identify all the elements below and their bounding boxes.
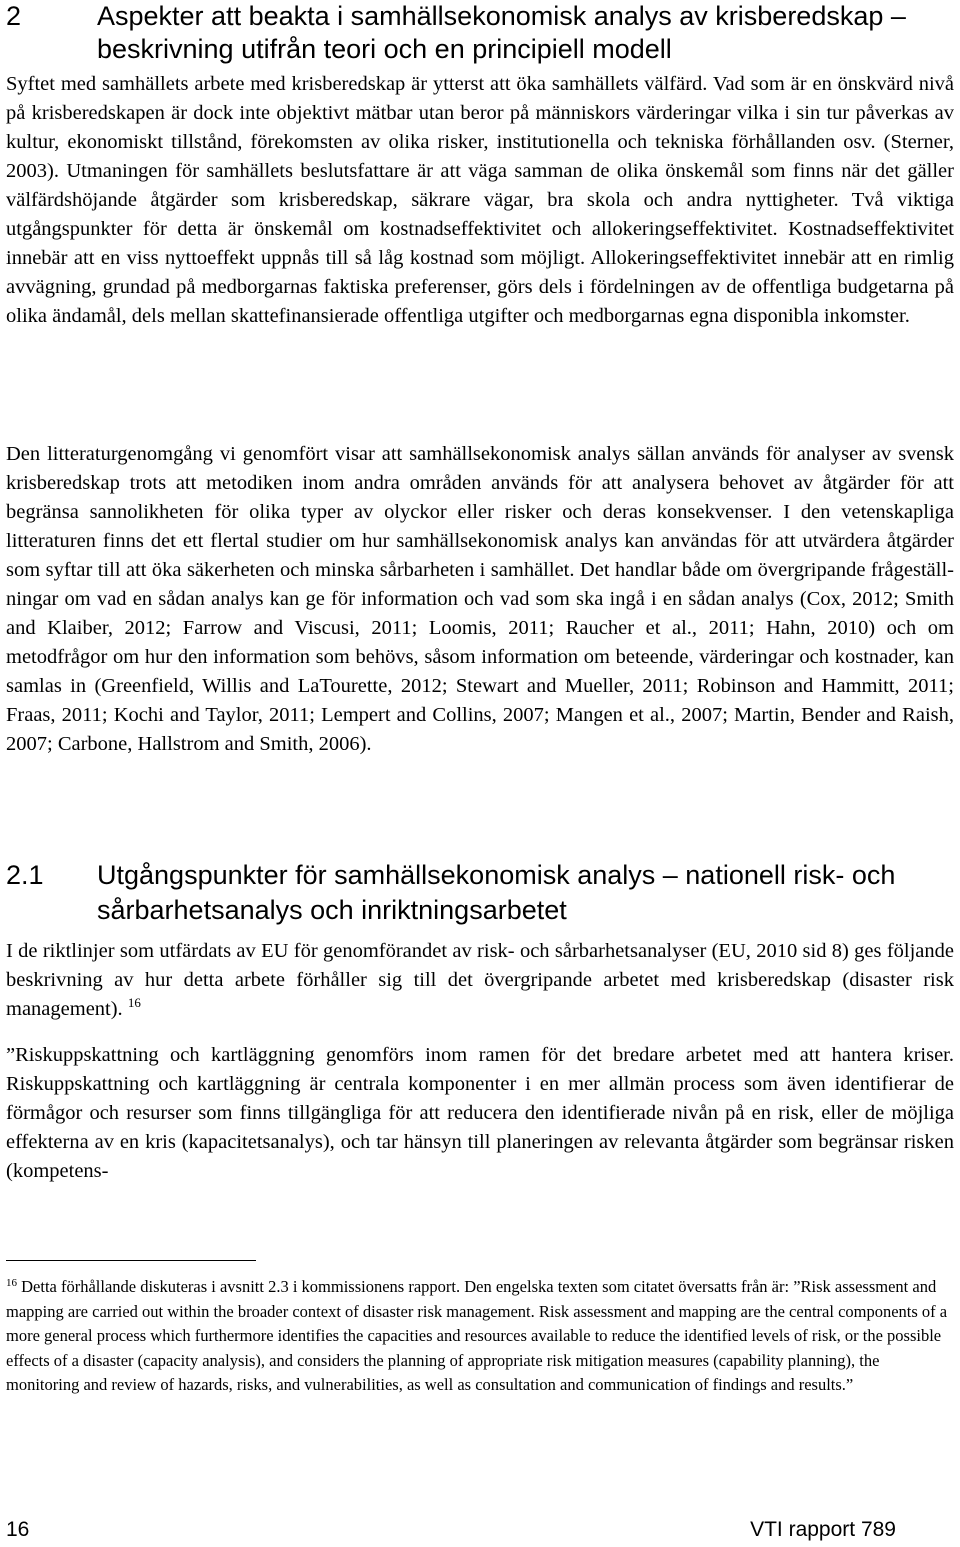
page-footer bbox=[6, 1518, 896, 1546]
paragraph-eu-guidelines-text: I de riktlinjer som utfärdats av EU för genomförandet av risk- och sårbarhetsanalyser (EU, 2010 sid 8) ges följande beskrivning av hur detta arbete förhåller sig till det övergripande arbetet med krisberedskap (disaster risk management). bbox=[6, 940, 954, 1020]
quote-paragraph: ”Riskuppskattning och kartläggning genomförs inom ramen för det bredare arbetet med att hantera kriser. Riskuppskattning och kartläggning är centrala komponenter i en mer allmän process som även identifierar de förmågor och resurser som finns tillgängliga för att reducera den identifierade nivån på en risk, eller de möjliga effekterna av en kris (kapacitetsanalys), och tar hänsyn till planeringen av relevanta åtgärder som begränsar risken (kompetens- bbox=[6, 1044, 954, 1182]
page-number: 16 bbox=[6, 1518, 30, 1541]
subsection-number: 2.1 bbox=[6, 860, 44, 890]
subsection-title: Utgångspunkter för samhällsekonomisk analys – nationell risk- och sårbarhetsanalys och inriktningsarbetet bbox=[97, 860, 896, 925]
paragraph-eu-guidelines bbox=[6, 937, 954, 1024]
footnote-text: Detta förhållande diskuteras i avsnitt 2.3 i kommissionens rapport. Den engelska texten som citatet översatts från är: ”Risk assessment and mapping are carried out within the broader context of disaster risk management. Risk assessment and mapping are the central components of a more general process which furthermore identifies the capacities and resources available to reduce the identified levels of risk, or the possible effects of a disaster (capacity analysis), and considers the planning of appropriate risk mitigation measures (capability planning), the monitoring and review of hazards, risks, and vulnerabilities, as well as consultation and communication of findings and results.” bbox=[6, 1277, 948, 1394]
footnote-marker: 16 bbox=[6, 1277, 17, 1289]
footnote-divider bbox=[6, 1260, 256, 1261]
paragraph-literature-review: Den litteraturgenomgång vi genomfört visar att samhällsekonomisk analys sällan används för analyser av svensk krisberedskap trots att metodiken inom andra områden används för att analysera behovet av åtgärder för att begränsa sannolikheten för olika typer av olyckor eller risker och deras konsekvenser. I den vetenskapliga litteraturen finns det ett flertal studier om hur samhällsekonomisk analys kan användas för att utvärdera åtgärder som syftar till att öka säkerheten och minska sårbarheten i samhället. Det handlar både om övergripande frågeställningar om vad en sådan analys kan ge för information och vad som ska ingå i en sådan analys (Cox, 2012; Smith and Klaiber, 2012; Farrow and Viscusi, 2011; Loomis, 2011; Raucher et al., 2011; Hahn, 2010) och om metodfrågor om hur den information som behövs, såsom information om beteende, värderingar och kostnader, kan samlas in (Greenfield, Willis and LaTourette, 2012; Stewart and Mueller, 2011; Robinson and Hammitt, 2011; Fraas, 2011; Kochi and Taylor, 2011; Lempert and Collins, 2007; Mangen et al., 2007; Martin, Bender and Raish, 2007; Carbone, Hallstrom and Smith, 2006). bbox=[6, 443, 954, 755]
footnote bbox=[6, 1275, 954, 1398]
footnote-reference[interactable]: 16 bbox=[127, 995, 141, 1010]
report-name: VTI rapport 789 bbox=[750, 1518, 896, 1541]
section-number: 2 bbox=[6, 1, 22, 31]
section-heading bbox=[6, 0, 956, 66]
paragraph-intro: Syftet med samhällets arbete med krisberedskap är ytterst att öka samhällets välfärd. Vad som är en önskvärd nivå på krisberedskapen är dock inte objektivt mätbar utan beror på människors värderingar vilka i sin tur påverkas av kultur, ekonomiskt tillstånd, förekomsten av olika risker, institutionella och tekniska förhållanden osv. (Sterner, 2003). Utmaningen för samhällets beslutsfattare är att väga samman de olika önskemål som finns när det gäller välfärdshöjande åtgärder som krisberedskap, säkrare vägar, bra skola och andra nyttigheter. Två viktiga utgångspunkter för detta är önskemål om kostnadseffektivitet och allokeringseffektivitet. Kostnadseffektivitet innebär att en viss nyttoeffekt uppnås till så låg kostnad som möjligt. Allokeringseffektivitet innebär att en rimlig avvägning, grundad på medborgarnas faktiska preferenser, görs dels i fördelningen av de offentliga budgetarna på olika ändamål, dels mellan skattefinansierade offentliga utgifter och medborgarnas egna disponibla inkomster. bbox=[6, 73, 954, 327]
section-title: Aspekter att beakta i samhällsekonomisk analys av krisberedskap – beskrivning utifrån teori och en principiell modell bbox=[97, 1, 906, 64]
subsection-heading bbox=[6, 858, 956, 928]
